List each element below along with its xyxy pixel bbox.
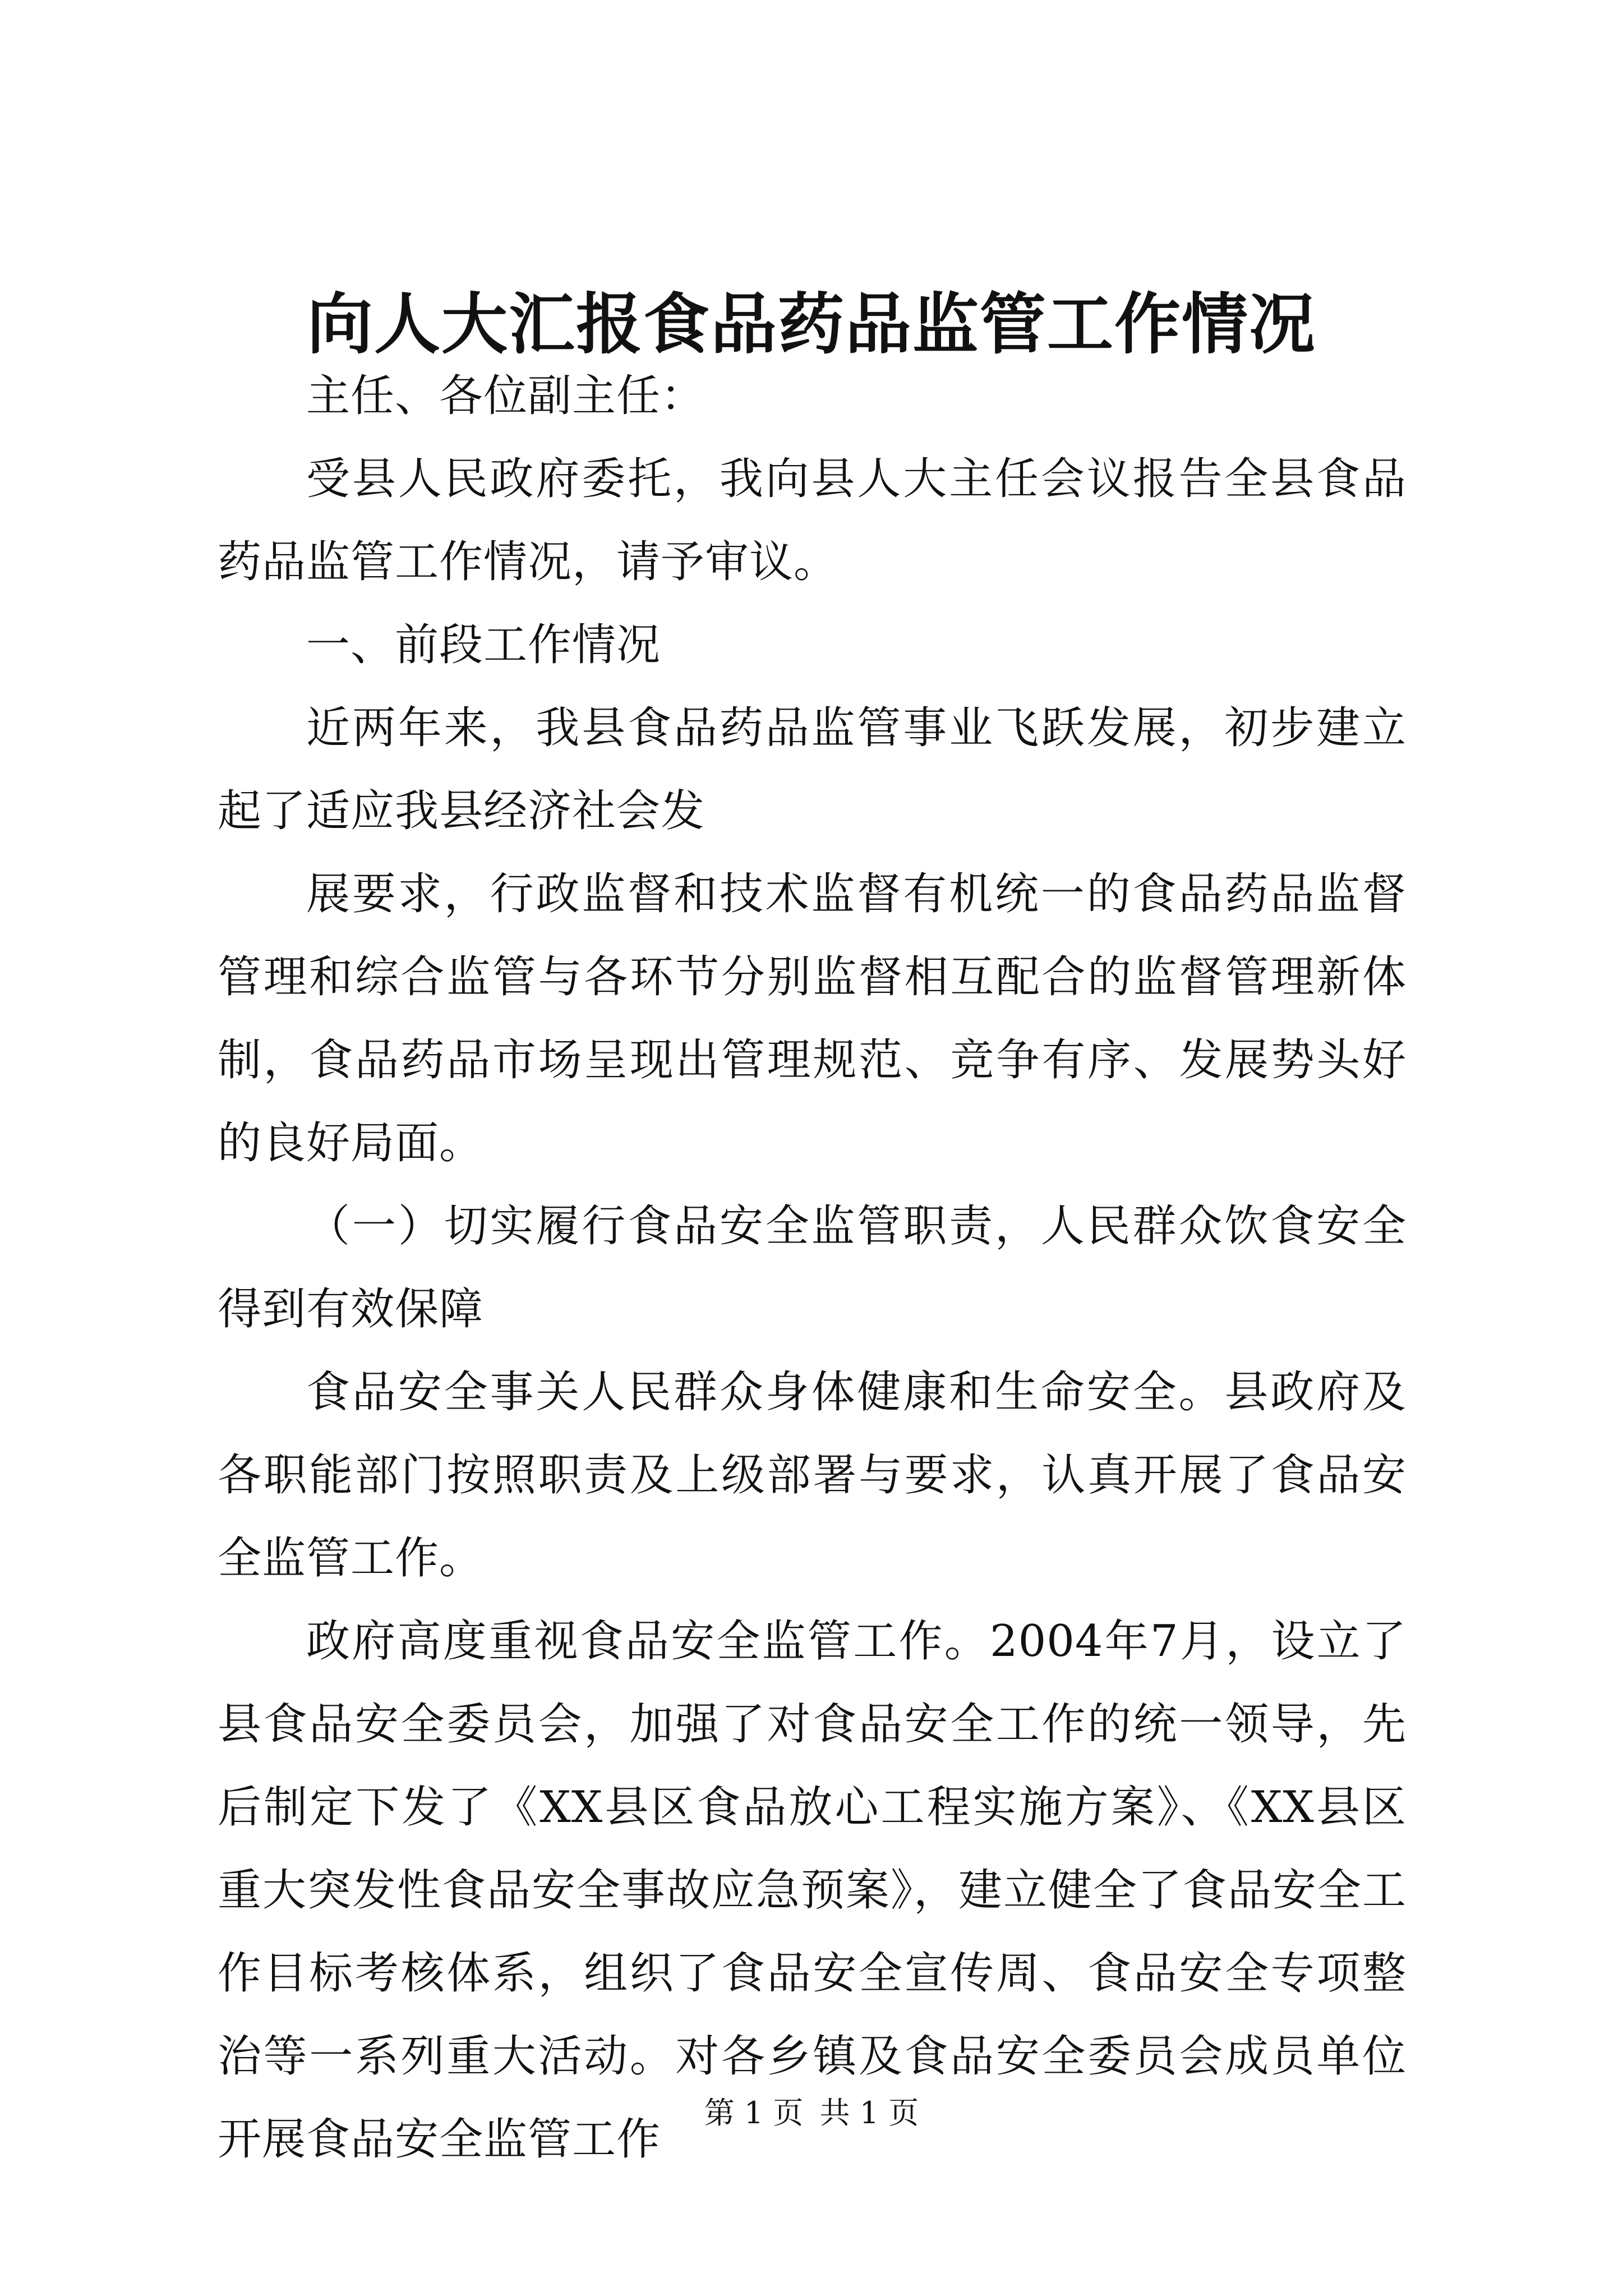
document-body bbox=[218, 355, 1407, 2181]
subsection-heading-1: （一）切实履行食品安全监管职责，人民群众饮食安全得到有效保障 bbox=[218, 1201, 1407, 1335]
paragraph-salutation: 主任、各位副主任： bbox=[306, 371, 706, 421]
page-number: 第 1 页 bbox=[704, 2095, 804, 2131]
page-total: 共 1 页 bbox=[819, 2095, 919, 2131]
paragraph-food-safety: 食品安全事关人民群众身体健康和生命安全。县政府及各职能部门按照职责及上级部署与要求，认真开展了食品安全监管工作。 bbox=[218, 1367, 1407, 1584]
paragraph-intro: 受县人民政府委托，我向县人大主任会议报告全县食品药品监管工作情况，请予审议。 bbox=[218, 454, 1407, 587]
paragraph-system: 展要求，行政监督和技术监督有机统一的食品药品监督管理和综合监管与各环节分别监督相互配合的监督管理新体制，食品药品市场呈现出管理规范、竞争有序、发展势头好的良好局面。 bbox=[218, 869, 1407, 1168]
section-heading-1: 一、前段工作情况 bbox=[306, 620, 661, 670]
paragraph-overview: 近两年来，我县食品药品监管事业飞跃发展，初步建立起了适应我县经济社会发 bbox=[218, 703, 1407, 836]
paragraph-government: 政府高度重视食品安全监管工作。2004年7月，设立了县食品安全委员会，加强了对食品安全工作的统一领导，先后制定下发了《XX县区食品放心工程实施方案》、《XX县区重大突发性食品安全事故应急预案》，建立健全了食品安全工作目标考核体系，组织了食品安全宣传周、食品安全专项整治等一系列重大活动。对各乡镇及食品安全委员会成员单位开展食品安全监管工作 bbox=[218, 1616, 1407, 2165]
document-title: 向人大汇报食品药品监管工作情况 bbox=[306, 285, 1316, 363]
page-footer bbox=[0, 2093, 1623, 2133]
